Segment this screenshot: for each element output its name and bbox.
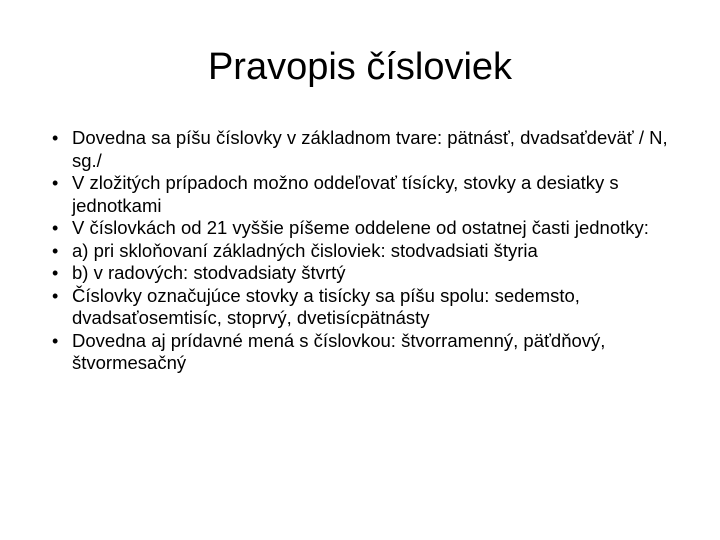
bullet-item	[52, 262, 692, 285]
bullet-icon: •	[52, 218, 59, 238]
bullet-list	[52, 127, 692, 375]
bullet-icon: •	[52, 128, 59, 148]
bullet-item	[52, 285, 692, 330]
slide-title: Pravopis čísloviek	[207, 46, 513, 88]
bullet-text: Číslovky označujúce stovky a tisícky sa píšu spolu: sedemsto, dvadsaťosemtisíc, stoprvý, dvetisícpätnásty	[72, 284, 580, 328]
bullet-text: V zložitých prípadoch možno oddeľovať tísícky, stovky a desiatky s jednotkami	[72, 172, 619, 216]
bullet-icon: •	[52, 240, 59, 261]
bullet-text: b) v radových: stodvadsiaty štvrtý	[72, 262, 346, 283]
bullet-icon: •	[52, 173, 59, 193]
bullet-item	[52, 330, 692, 375]
bullet-text: a) pri skloňovaní základných čisloviek: stodvadsiati štyria	[72, 239, 538, 261]
bullet-item	[52, 217, 692, 240]
bullet-icon: •	[52, 263, 59, 283]
bullet-text: V číslovkách od 21 vyššie píšeme oddelene od ostatnej časti jednotky:	[72, 217, 649, 238]
bullet-text: Dovedna aj prídavné mená s číslovkou: štvorramenný, päťdňový, štvormesačný	[72, 329, 606, 373]
bullet-text: Dovedna sa píšu číslovky v základnom tvare: pätnásť, dvadsaťdeväť / N, sg./	[72, 127, 668, 171]
bullet-item	[52, 127, 692, 172]
bullet-icon: •	[52, 285, 59, 306]
bullet-item	[52, 240, 692, 263]
bullet-icon: •	[52, 330, 59, 351]
bullet-item	[52, 172, 692, 217]
